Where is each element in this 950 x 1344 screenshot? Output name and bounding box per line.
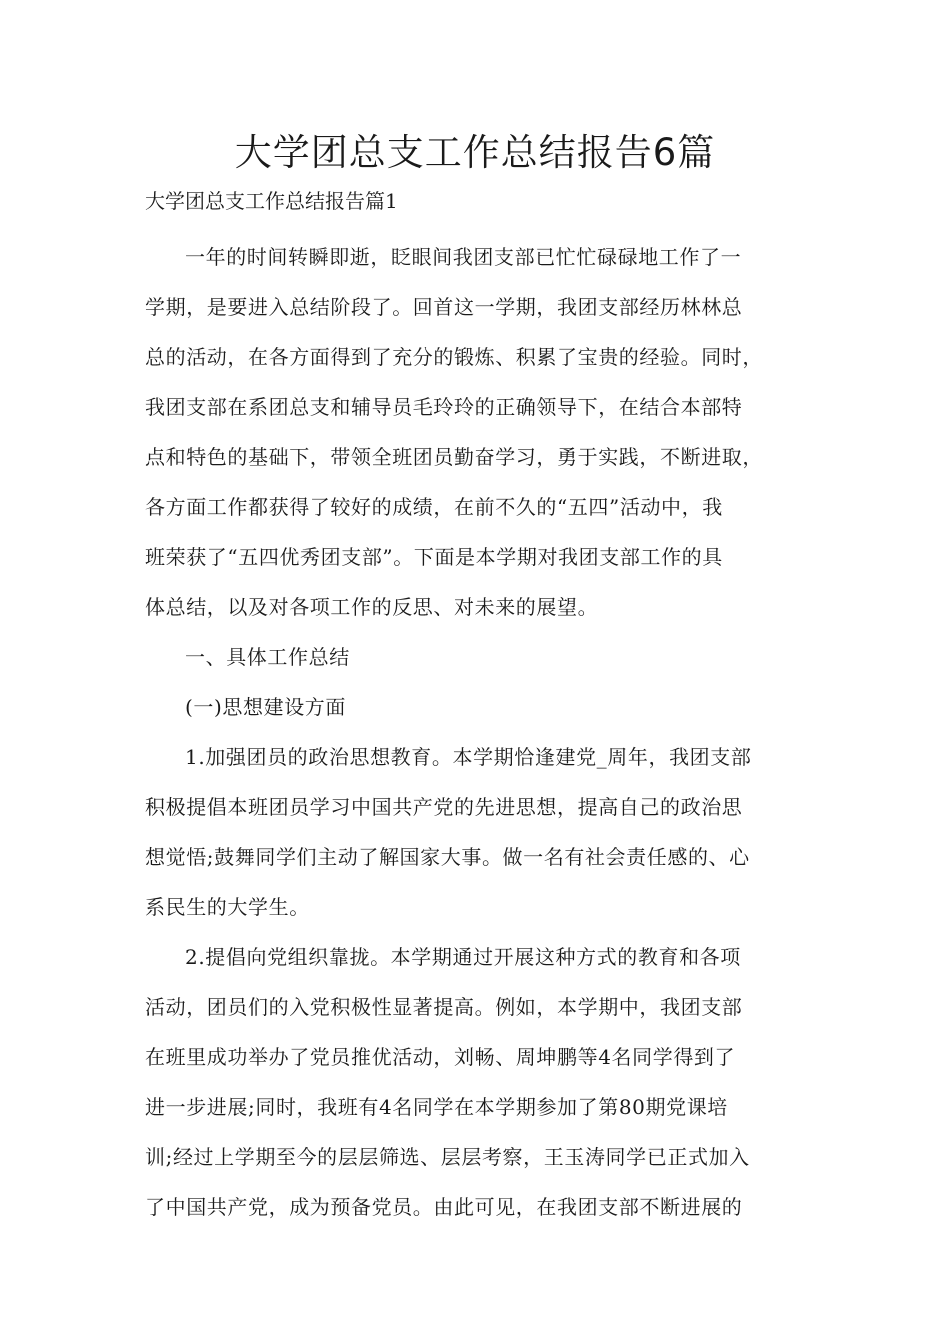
paragraph-line: 一年的时间转瞬即逝，眨眼间我团支部已忙忙碌碌地工作了一 bbox=[185, 245, 742, 269]
paragraph bbox=[145, 232, 825, 632]
paragraph-line: 体总结，以及对各项工作的反思、对未来的展望。 bbox=[145, 595, 599, 619]
paragraph-line: 总的活动，在各方面得到了充分的锻炼、积累了宝贵的经验。同时， bbox=[145, 345, 763, 369]
paragraph-line: 训;经过上学期至今的层层筛选、层层考察，王玉涛同学已正式加入 bbox=[145, 1145, 750, 1169]
document-title: 大学团总支工作总结报告6篇 bbox=[234, 131, 716, 174]
paragraph bbox=[145, 682, 825, 732]
paragraph-line: 学期，是要进入总结阶段了。回首这一学期，我团支部经历林林总 bbox=[145, 295, 743, 319]
paragraph-line: 点和特色的基础下，带领全班团员勤奋学习，勇于实践，不断进取， bbox=[145, 445, 763, 469]
paragraph-line: 积极提倡本班团员学习中国共产党的先进思想，提高自己的政治思 bbox=[145, 795, 743, 819]
paragraph-line: 2.提倡向党组织靠拢。本学期通过开展这种方式的教育和各项 bbox=[185, 945, 741, 969]
paragraph-line: (一)思想建设方面 bbox=[185, 695, 347, 719]
paragraph-line: 我团支部在系团总支和辅导员毛玲玲的正确领导下，在结合本部特 bbox=[145, 395, 743, 419]
document-body bbox=[145, 232, 825, 1232]
paragraph-line: 进一步进展;同时，我班有4名同学在本学期参加了第80期党课培 bbox=[145, 1095, 728, 1119]
paragraph bbox=[145, 732, 825, 932]
paragraph-line: 了中国共产党，成为预备党员。由此可见，在我团支部不断进展的 bbox=[145, 1195, 743, 1219]
paragraph-line: 系民生的大学生。 bbox=[145, 895, 310, 919]
paragraph-line: 想觉悟;鼓舞同学们主动了解国家大事。做一名有社会责任感的、心 bbox=[145, 845, 750, 869]
document-subtitle: 大学团总支工作总结报告篇1 bbox=[145, 189, 398, 213]
paragraph-line: 活动，团员们的入党积极性显著提高。例如，本学期中，我团支部 bbox=[145, 995, 743, 1019]
paragraph-line: 1.加强团员的政治思想教育。本学期恰逢建党_周年，我团支部 bbox=[185, 745, 752, 769]
paragraph bbox=[145, 632, 825, 682]
paragraph bbox=[145, 932, 825, 1232]
paragraph-line: 在班里成功举办了党员推优活动，刘畅、周坤鹏等4名同学得到了 bbox=[145, 1045, 736, 1069]
paragraph-line: 一、具体工作总结 bbox=[185, 645, 350, 669]
paragraph-line: 各方面工作都获得了较好的成绩，在前不久的“五四”活动中，我 bbox=[145, 495, 723, 519]
paragraph-line: 班荣获了“五四优秀团支部”。下面是本学期对我团支部工作的具 bbox=[145, 545, 723, 569]
